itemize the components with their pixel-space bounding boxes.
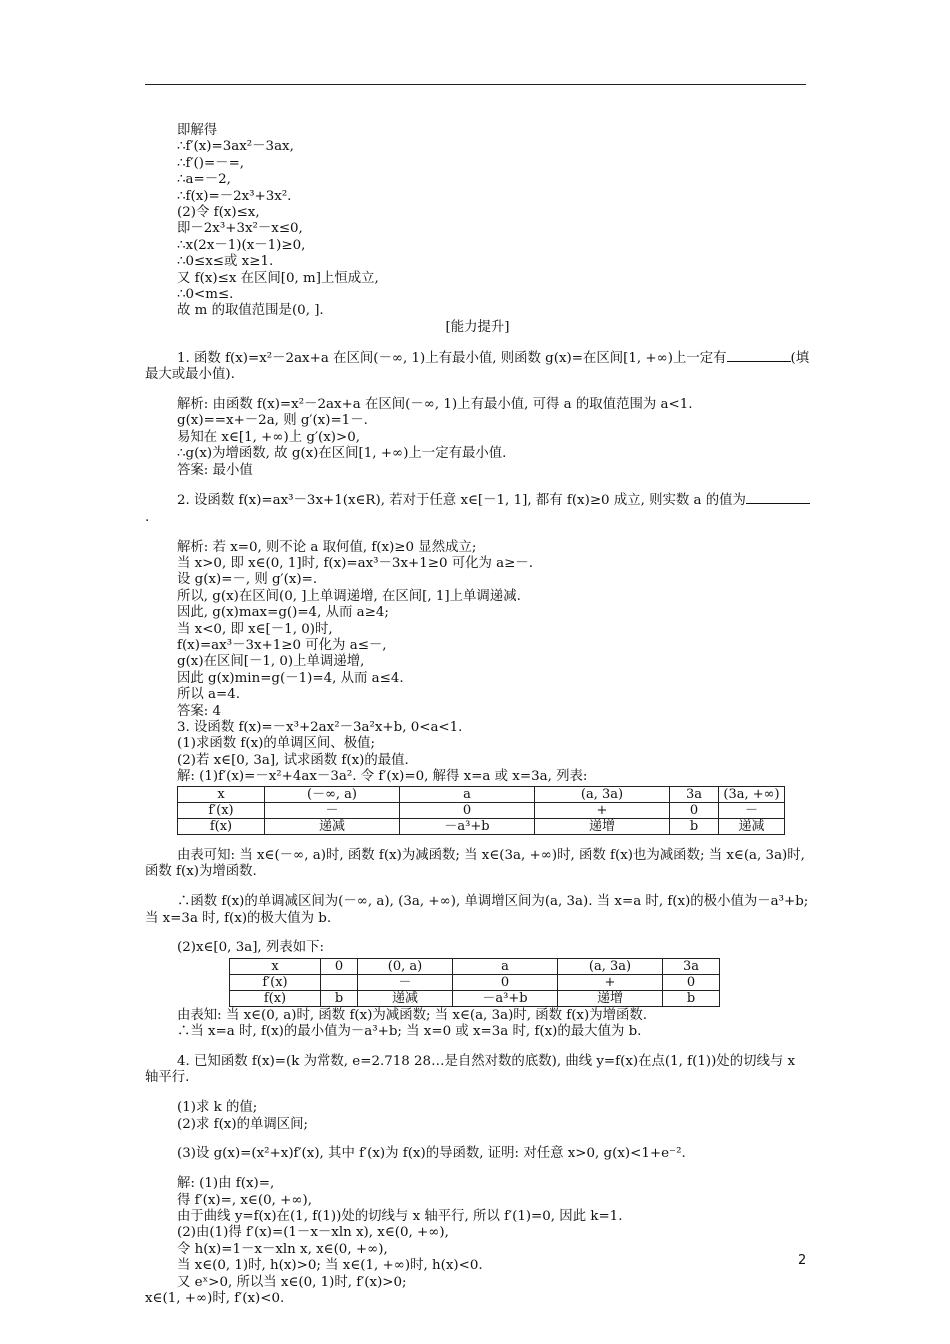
table-cell: 3a	[663, 958, 720, 974]
table-cell	[321, 974, 358, 990]
table-row	[178, 802, 785, 818]
table-cell: +	[558, 974, 663, 990]
table-cell: －	[358, 974, 453, 990]
text-line: 所以 a=4.	[177, 687, 241, 703]
table-cell: 0	[453, 974, 558, 990]
text-line: 解: (1)由 f(x)=,	[177, 1176, 275, 1192]
header-rule	[145, 84, 806, 85]
stem-text: 2. 设函数 f(x)=ax³－3x+1(x∈R), 若对于任意 x∈[－1, 1], 都有 f(x)≥0 成立, 则实数 a 的值为	[177, 493, 746, 509]
text-line: 当 x∈(0, 1)时, h(x)>0; 当 x∈(1, +∞)时, h(x)<0.	[177, 1258, 483, 1274]
table-cell: a	[400, 786, 535, 802]
answer-blank	[746, 492, 810, 504]
question-4	[145, 1054, 810, 1307]
stem-text-tail: (填最大或最小值).	[145, 350, 810, 383]
text-line: 又 eˣ>0, 所以当 x∈(0, 1)时, f′(x)>0;	[177, 1274, 407, 1290]
text-paragraph: 由表可知: 当 x∈(－∞, a)时, 函数 f(x)为减函数; 当 x∈(3a, +∞)时, 函数 f(x)也为减函数; 当 x∈(a, 3a)时, 函数 f(x)为增函数.	[145, 847, 805, 880]
table-row	[230, 974, 720, 990]
text-line: 由于曲线 y=f(x)在(1, f(1))处的切线与 x 轴平行, 所以 f′(1)=0, 因此 k=1.	[177, 1209, 623, 1225]
document-body	[145, 123, 810, 1307]
table-cell: (－∞, a)	[265, 786, 400, 802]
text-line: 易知在 x∈[1, +∞)上 g′(x)>0,	[177, 429, 361, 445]
text-line: 当 x<0, 即 x∈[－1, 0)时,	[177, 621, 333, 637]
table-cell: 递增	[535, 818, 670, 834]
text-line: 得 f′(x)=, x∈(0, +∞),	[177, 1192, 312, 1208]
table-row	[178, 818, 785, 834]
table-cell: 3a	[670, 786, 719, 802]
text-line: 解析: 由函数 f(x)=x²－2ax+a 在区间(－∞, 1)上有最小值, 可得 a 的取值范围为 a<1.	[177, 396, 693, 412]
text-line: 又 f(x)≤x 在区间[0, m]上恒成立,	[177, 270, 379, 286]
table-cell: 0	[321, 958, 358, 974]
text-line: ∴f(x)=－2x³+3x².	[177, 188, 292, 204]
text-line: (2)若 x∈[0, 3a], 试求函数 f(x)的最值.	[177, 752, 409, 768]
text-line: x∈(1, +∞)时, f′(x)<0.	[145, 1291, 285, 1307]
variation-table-1	[177, 786, 785, 835]
table-row	[178, 786, 785, 802]
question-3	[145, 720, 810, 1041]
text-line: 解析: 若 x=0, 则不论 a 取何值, f(x)≥0 显然成立;	[177, 539, 477, 555]
text-line: g(x)==x+－2a, 则 g′(x)=1－.	[177, 413, 368, 429]
table-cell: b	[663, 990, 720, 1006]
text-line: ∴g(x)为增函数, 故 g(x)在区间[1, +∞)上一定有最小值.	[177, 446, 507, 462]
table-cell: 0	[400, 802, 535, 818]
answer-line: 答案: 4	[177, 703, 222, 719]
table-cell: 0	[663, 974, 720, 990]
page-number: 2	[798, 1253, 807, 1268]
table-row	[230, 990, 720, 1006]
text-line: (2)x∈[0, 3a], 列表如下:	[177, 940, 325, 956]
text-line: ∴当 x=a 时, f(x)的最小值为－a³+b; 当 x=0 或 x=3a 时, f(x)的最大值为 b.	[177, 1024, 642, 1040]
table-row	[230, 958, 720, 974]
table-cell: 递减	[719, 818, 785, 834]
text-line: 解: (1)f′(x)=－x²+4ax－3a². 令 f′(x)=0, 解得 x=a 或 x=3a, 列表:	[177, 769, 588, 785]
text-line: 3. 设函数 f(x)=－x³+2ax²－3a²x+b, 0<a<1.	[177, 719, 463, 735]
text-line: 由表知: 当 x∈(0, a)时, 函数 f(x)为减函数; 当 x∈(a, 3a)时, 函数 f(x)为增函数.	[177, 1007, 648, 1023]
text-paragraph: ∴函数 f(x)的单调减区间为(－∞, a), (3a, +∞), 单调增区间为(a, 3a). 当 x=a 时, f(x)的极小值为－a³+b; 当 x=3a 时, f(x)的极大值为 b.	[145, 894, 809, 926]
text-line: 当 x>0, 即 x∈(0, 1]时, f(x)=ax³－3x+1≥0 可化为 a≥－.	[177, 555, 534, 571]
text-line: (2)由(1)得 f′(x)=(1－x－xln x), x∈(0, +∞),	[177, 1225, 449, 1241]
table-cell: －	[265, 802, 400, 818]
table-cell: b	[670, 818, 719, 834]
text-line: ∴0<m≤.	[177, 287, 234, 303]
text-line: ∴x(2x－1)(x－1)≥0,	[177, 237, 306, 253]
table-cell: (a, 3a)	[535, 786, 670, 802]
table-cell: (a, 3a)	[558, 958, 663, 974]
table-cell: 递减	[358, 990, 453, 1006]
text-line: ∴0≤x≤或 x≥1.	[177, 254, 274, 270]
text-line: 因此 g(x)min=g(－1)=4, 从而 a≤4.	[177, 670, 404, 686]
text-paragraph: (3)设 g(x)=(x²+x)f′(x), 其中 f′(x)为 f(x)的导函数, 证明: 对任意 x>0, g(x)<1+e⁻².	[177, 1146, 686, 1162]
solution-continuation	[145, 123, 810, 320]
table-cell: x	[230, 958, 321, 974]
text-line: 令 h(x)=1－x－xln x, x∈(0, +∞),	[177, 1241, 388, 1257]
text-line: (2)求 f(x)的单调区间;	[177, 1116, 309, 1132]
question-stem	[145, 492, 810, 526]
answer-line: 答案: 最小值	[177, 462, 253, 478]
text-line: 即解得	[177, 123, 218, 138]
text-line: 即－2x³+3x²－x≤0,	[177, 221, 303, 237]
stem-text-tail: .	[145, 509, 150, 525]
text-line: (1)求函数 f(x)的单调区间、极值;	[177, 736, 375, 752]
question-2	[145, 492, 810, 720]
question-stem: 4. 已知函数 f(x)=(k 为常数, e=2.718 28…是自然对数的底数), 曲线 y=f(x)在点(1, f(1))处的切线与 x 轴平行.	[145, 1054, 796, 1086]
table-cell: －	[719, 802, 785, 818]
text-line: f(x)=ax³－3x+1≥0 可化为 a≤－,	[177, 637, 387, 653]
question-stem	[145, 350, 810, 384]
text-line: ∴a=－2,	[177, 172, 231, 188]
table-cell: －a³+b	[400, 818, 535, 834]
text-line: 设 g(x)=－, 则 g′(x)=.	[177, 572, 318, 588]
variation-table-2	[229, 958, 720, 1007]
table-cell: 递增	[558, 990, 663, 1006]
table-cell: 递减	[265, 818, 400, 834]
table-cell: 0	[670, 802, 719, 818]
question-1	[145, 350, 810, 479]
table-cell: +	[535, 802, 670, 818]
section-title: [能力提升]	[445, 319, 510, 335]
text-line: 所以, g(x)在区间(0, ]上单调递增, 在区间[, 1]上单调递减.	[177, 588, 521, 604]
stem-text: 1. 函数 f(x)=x²－2ax+a 在区间(－∞, 1)上有最小值, 则函数 g(x)=在区间[1, +∞)上一定有	[177, 350, 727, 366]
text-line: 因此, g(x)max=g()=4, 从而 a≥4;	[177, 605, 389, 621]
table-cell: f(x)	[230, 990, 321, 1006]
table-cell: －a³+b	[453, 990, 558, 1006]
text-line: (1)求 k 的值;	[177, 1100, 258, 1116]
text-line: ∴f′()=－=,	[177, 155, 245, 171]
table-cell: a	[453, 958, 558, 974]
table-cell: f(x)	[178, 818, 265, 834]
table-cell: (0, a)	[358, 958, 453, 974]
table-cell: x	[178, 786, 265, 802]
text-line: ∴f′(x)=3ax²－3ax,	[177, 139, 294, 155]
answer-blank	[727, 350, 791, 362]
table-cell: f′(x)	[178, 802, 265, 818]
table-cell: b	[321, 990, 358, 1006]
table-cell: (3a, +∞)	[719, 786, 785, 802]
table-cell: f′(x)	[230, 974, 321, 990]
text-line: g(x)在区间[－1, 0)上单调递增,	[177, 654, 365, 670]
text-line: (2)令 f(x)≤x,	[177, 205, 260, 221]
text-line: 故 m 的取值范围是(0, ].	[177, 303, 324, 319]
